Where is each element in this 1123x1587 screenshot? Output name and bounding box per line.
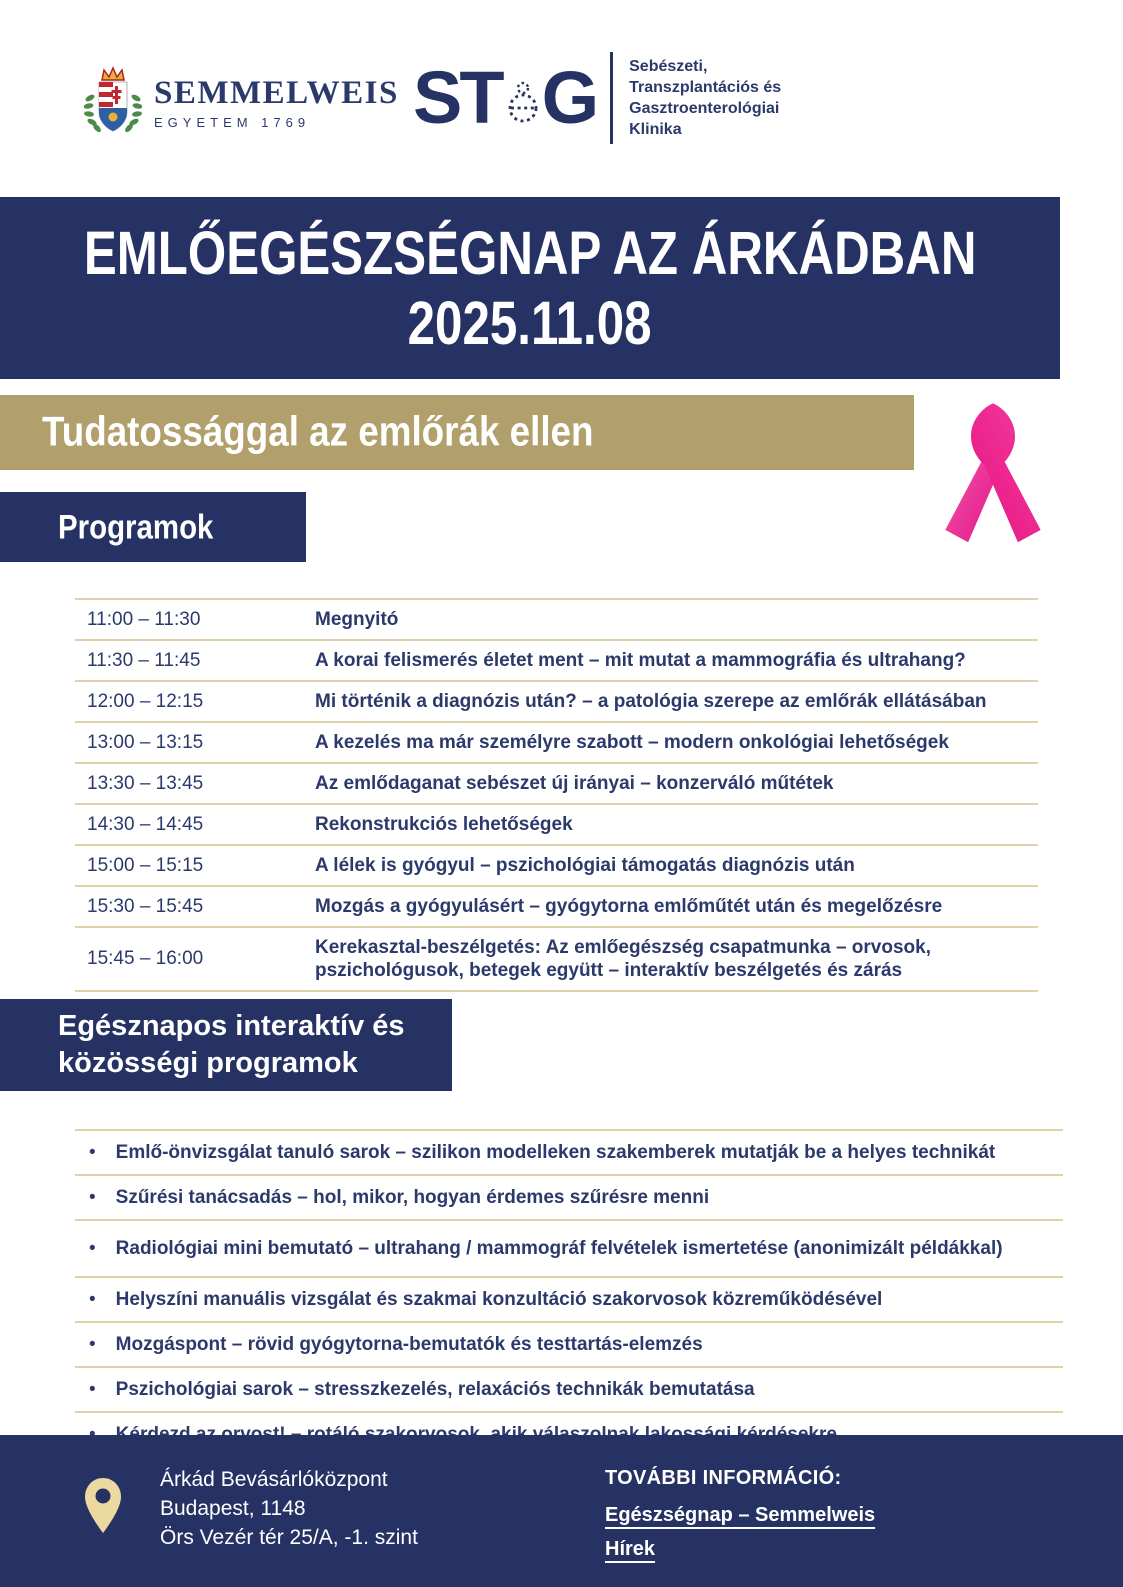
program-time: 11:00 – 11:30 [87, 608, 201, 630]
program-time: 13:00 – 13:15 [87, 731, 204, 753]
venue-address: Árkád Bevásárlóközpont Budapest, 1148 Örs Vezér tér 25/A, -1. szint [160, 1468, 418, 1549]
interactive-program-list [75, 1129, 1063, 1458]
program-time: 12:00 – 12:15 [87, 690, 204, 712]
table-row [75, 763, 1038, 804]
steg-mark-st: ST [413, 56, 502, 140]
title-banner [0, 197, 1060, 379]
table-row [75, 886, 1038, 927]
program-title: Rekonstrukciós lehetőségek [315, 814, 573, 835]
program-schedule-table [75, 598, 1038, 992]
program-title: A korai felismerés életet ment – mit mutat a mammográfia és ultrahang? [315, 650, 966, 671]
bullet-icon: • [89, 1187, 96, 1208]
semmelweis-subtitle: EGYETEM 1769 [154, 115, 311, 130]
table-row [75, 640, 1038, 681]
tagline-band [0, 395, 914, 470]
table-row [75, 845, 1038, 886]
more-info-block [605, 1467, 885, 1566]
list-item: • Mozgáspont – rövid gyógytorna-bemutatók és testtartás-elemzés [75, 1321, 1063, 1366]
interactive-heading-line1: Egésznapos interaktív és [58, 1010, 405, 1042]
more-info-link[interactable]: Egészségnap – Semmelweis Hírek [605, 1504, 876, 1560]
bullet-icon: • [89, 1142, 96, 1163]
semmelweis-wordmark: SEMMELWEIS [154, 75, 399, 111]
list-item: • Szűrési tanácsadás – hol, mikor, hogyan érdemes szűrésre menni [75, 1174, 1063, 1219]
pink-ribbon-icon [936, 399, 1050, 557]
program-time: 15:45 – 16:00 [87, 948, 204, 969]
program-time: 11:30 – 11:45 [87, 649, 201, 671]
program-title: Megnyitó [315, 609, 399, 630]
steg-dotted-e-icon [506, 64, 540, 131]
bullet-icon: • [89, 1289, 96, 1310]
list-item: • Helyszíni manuális vizsgálat és szakmai konzultáció szakorvosok közreműködésével [75, 1276, 1063, 1321]
interactive-heading-line2: közösségi programok [58, 1047, 358, 1079]
steg-clinic-name: Sebészeti, Transzplantációs és Gasztroenterológiai Klinika [629, 58, 782, 138]
semmelweis-logo [84, 60, 399, 145]
bullet-icon: • [89, 1334, 96, 1355]
list-item: • Emlő-önvizsgálat tanuló sarok – szilikon modelleken szakemberek mutatják be a helyes technikát [75, 1129, 1063, 1174]
semmelweis-crest-icon [84, 60, 142, 145]
event-date: 2025.11.08 [408, 287, 652, 358]
logo-divider [610, 52, 613, 144]
program-time: 15:00 – 15:15 [87, 854, 204, 876]
program-title: Mozgás a gyógyulásért – gyógytorna emlőműtét után és megelőzésre [315, 896, 943, 917]
interactive-heading-box [0, 999, 452, 1091]
list-item: • Pszichológiai sarok – stresszkezelés, relaxációs technikák bemutatása [75, 1366, 1063, 1411]
program-time: 14:30 – 14:45 [87, 813, 204, 835]
program-title: Mi történik a diagnózis után? – a patológia szerepe az emlőrák ellátásában [315, 691, 987, 712]
programs-heading-box [0, 492, 306, 562]
steg-mark-g: G [541, 56, 597, 140]
program-time: 13:30 – 13:45 [87, 772, 204, 794]
programs-heading: Programok [58, 507, 214, 546]
event-title: EMLŐEGÉSZSÉGNAP AZ ÁRKÁDBAN [83, 217, 977, 288]
table-row [75, 599, 1038, 640]
more-info-label: TOVÁBBI INFORMÁCIÓ: [605, 1467, 842, 1489]
tagline-text: Tudatossággal az emlőrák ellen [42, 408, 594, 456]
table-row [75, 722, 1038, 763]
table-row [75, 804, 1038, 845]
table-row [75, 681, 1038, 722]
program-time: 15:30 – 15:45 [87, 895, 204, 917]
list-item: • Radiológiai mini bemutató – ultrahang / mammográf felvételek ismertetése (anonimizált példákkal) [75, 1219, 1063, 1276]
steg-logo [413, 52, 781, 144]
footer [0, 1435, 1123, 1587]
program-title: A kezelés ma már személyre szabott – modern onkológiai lehetőségek [315, 732, 949, 753]
program-title: A lélek is gyógyul – pszichológiai támogatás diagnózis után [315, 855, 855, 876]
location-pin-icon [84, 1477, 122, 1540]
program-title: Kerekasztal-beszélgetés: Az emlőegészség csapatmunka – orvosok, pszichológusok, betegek együtt – interaktív beszélgetés és zárás [315, 937, 931, 981]
table-row [75, 927, 1038, 991]
bullet-icon: • [89, 1238, 96, 1259]
program-title: Az emlődaganat sebészet új irányai – konzerváló műtétek [315, 773, 834, 794]
bullet-icon: • [89, 1379, 96, 1400]
